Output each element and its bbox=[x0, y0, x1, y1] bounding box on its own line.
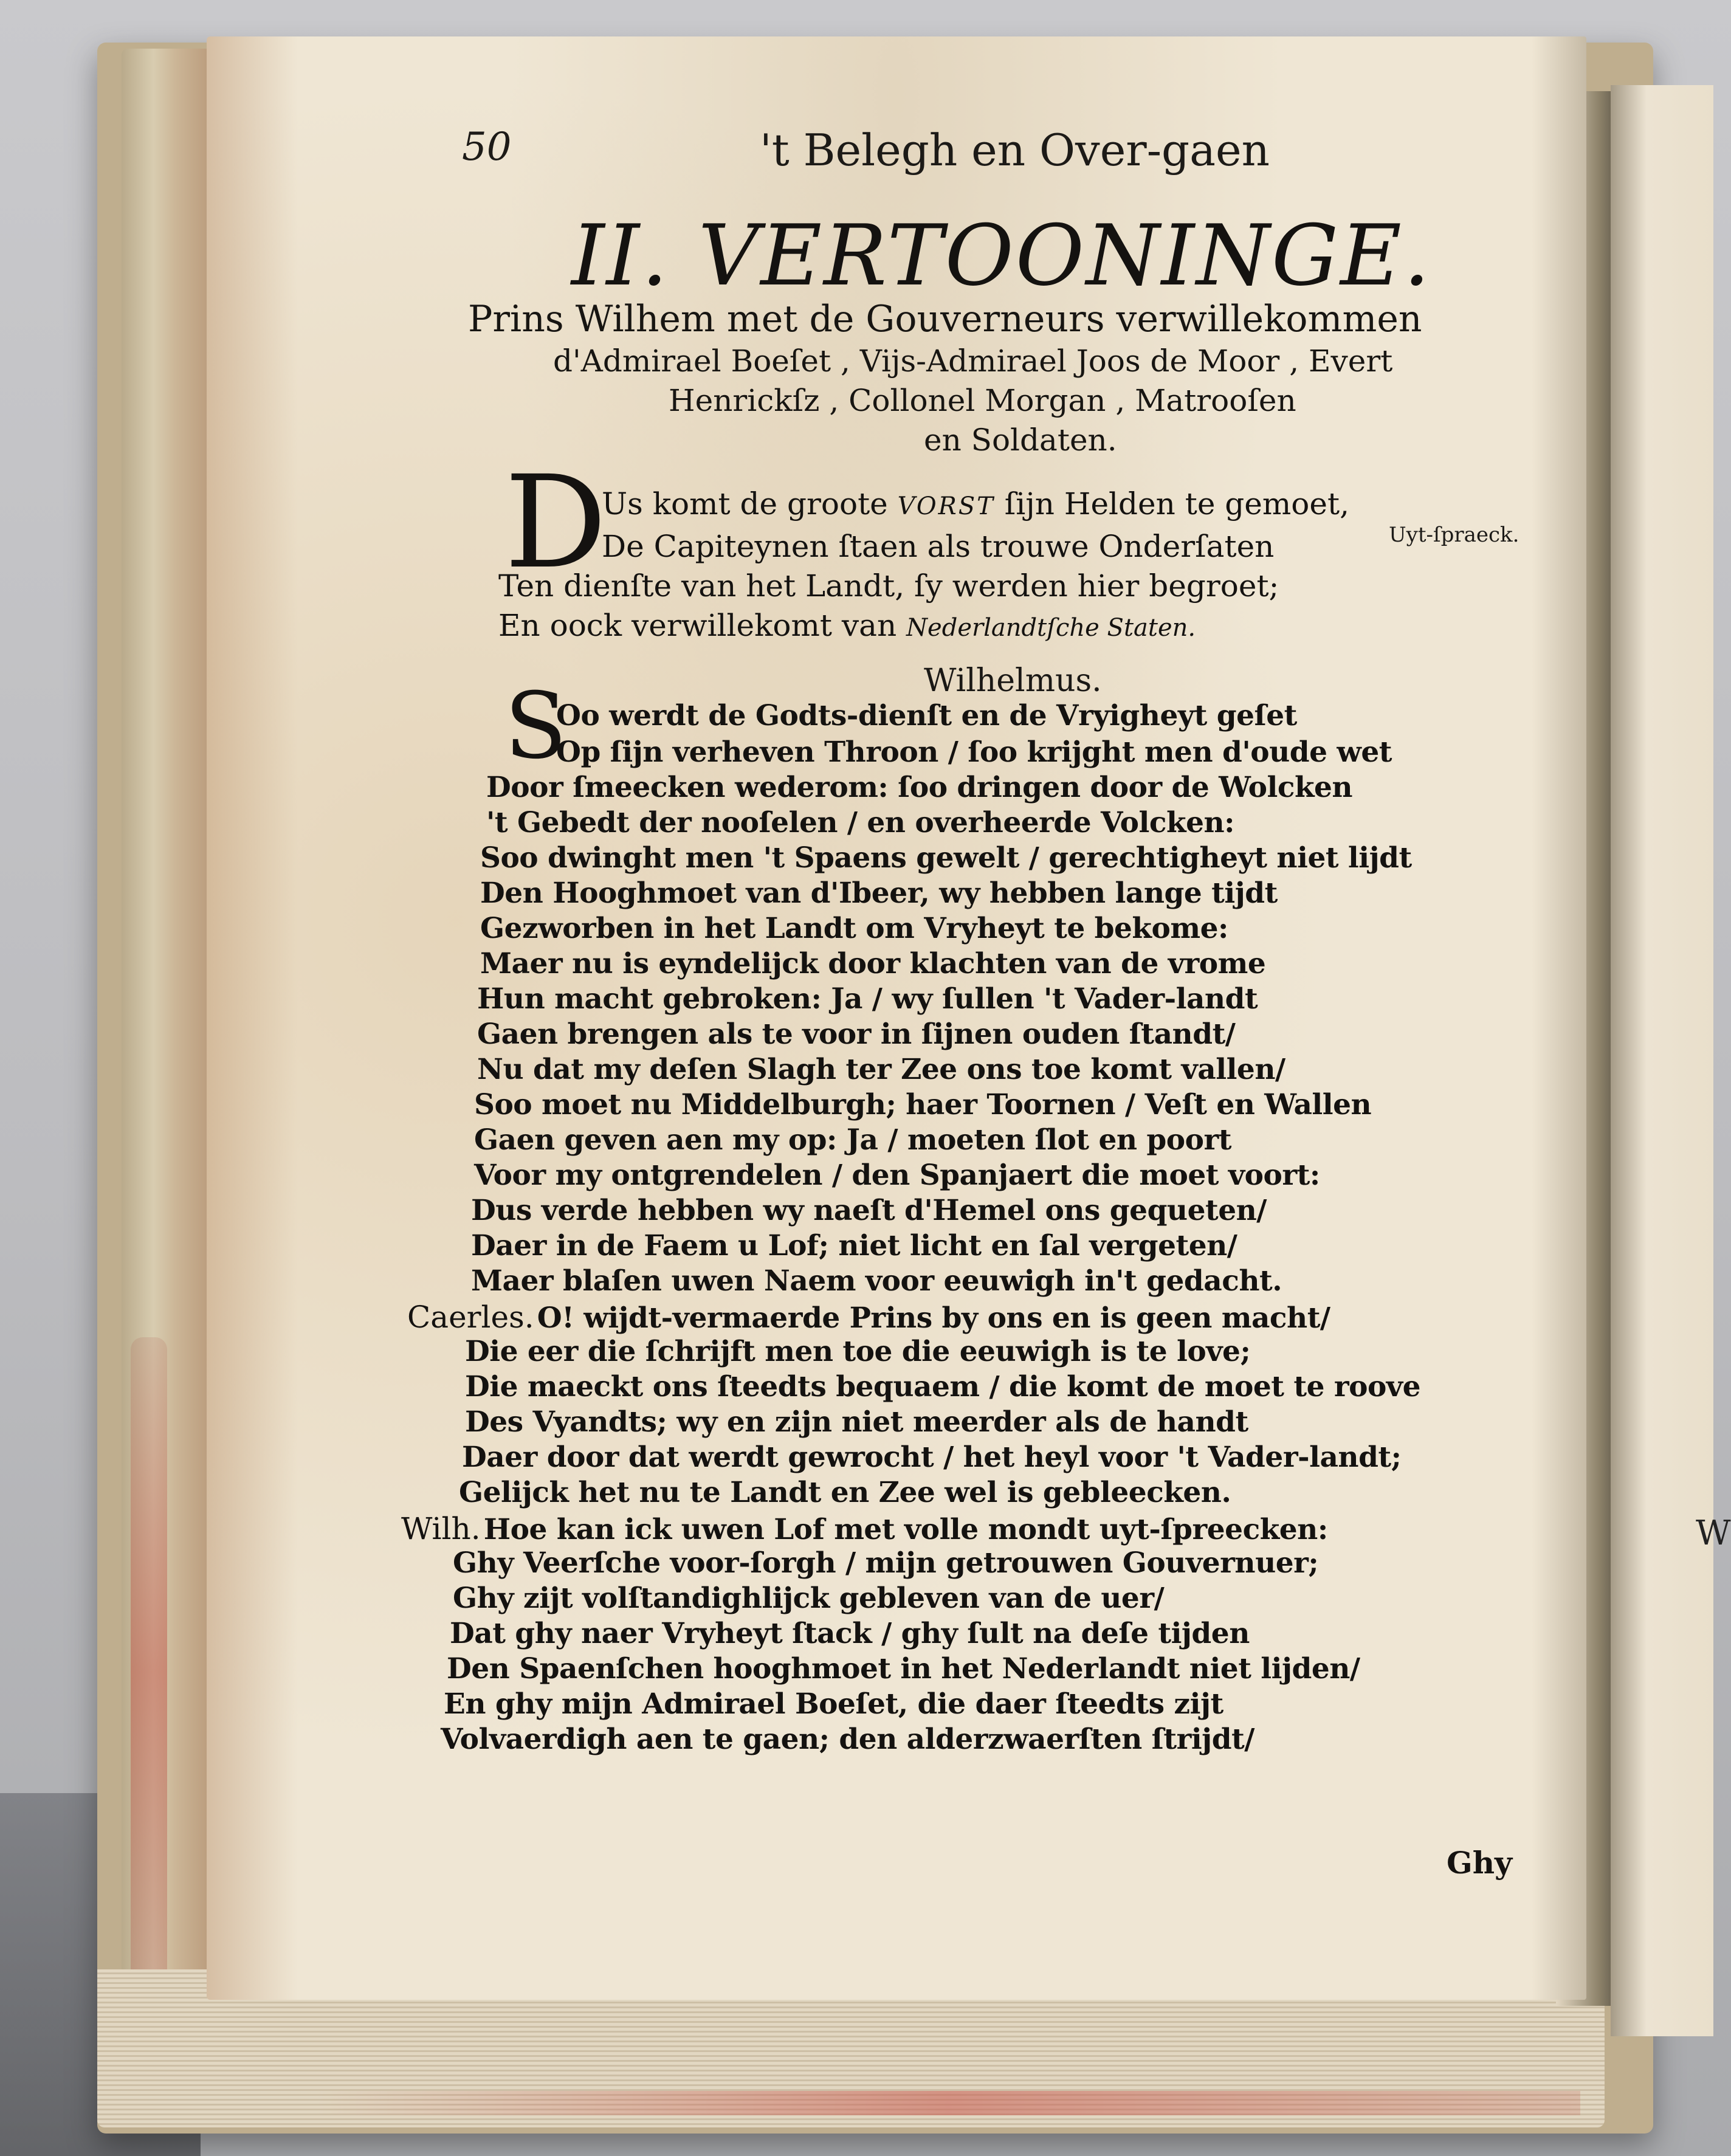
verse-line: Den Hooghmoet van d'Ibeer, wy hebben lange tijdt bbox=[480, 877, 1278, 910]
intro-line-3: Ten dienſte van het Landt, ſy werden hier begroet; bbox=[498, 568, 1279, 604]
verse-line: O! wijdt-vermaerde Prins by ons en is geen macht/ bbox=[537, 1301, 1330, 1335]
act-title: II. VERTOONINGE. bbox=[571, 207, 1432, 305]
verse-line: Die maeckt ons ſteedts bequaem / die komt de moet te roove bbox=[465, 1370, 1421, 1403]
catchword: Ghy bbox=[1447, 1845, 1513, 1881]
verse-line: Volvaerdigh aen te gaen; den alderzwaerſten ſtrijdt/ bbox=[441, 1723, 1254, 1756]
intro-line-2: De Capiteynen ſtaen als trouwe Onderſaten bbox=[602, 529, 1275, 564]
verse-line: En ghy mijn Admirael Boeſet, die daer ſteedts zijt bbox=[444, 1687, 1223, 1721]
verse-line: Des Vyandts; wy en zijn niet meerder als de handt bbox=[465, 1405, 1248, 1439]
verse-line: Den Spaenſchen hooghmoet in het Nederlandt niet lijden/ bbox=[447, 1652, 1360, 1686]
spine-stain bbox=[131, 1337, 167, 2006]
verse-line: Dat ghy naer Vryheyt ſtack / ghy ſult na deſe tijden bbox=[450, 1617, 1250, 1650]
margin-note: Uyt-ſpraeck. bbox=[1389, 523, 1519, 547]
section-head: Wilhelmus. bbox=[924, 663, 1102, 699]
page-number: 50 bbox=[462, 125, 512, 170]
verse-line: Door ſmeecken wederom: ſoo dringen door de Wolcken bbox=[486, 771, 1353, 804]
verse-line: Gelijck het nu te Landt en Zee wel is gebleecken. bbox=[459, 1476, 1231, 1509]
intro-line-4 bbox=[498, 608, 1196, 643]
verse-line: Soo dwinght men 't Spaens gewelt / gerechtigheyt niet lijdt bbox=[480, 841, 1412, 875]
verse-line: Op ſijn verheven Throon / ſoo krijght men d'oude wet bbox=[556, 735, 1392, 769]
verse-line: Hun macht gebroken: Ja / wy ſullen 't Vader-landt bbox=[477, 982, 1258, 1016]
verse-dropcap: S bbox=[504, 673, 567, 779]
right-page bbox=[1611, 85, 1713, 2036]
intro-line-1-vorst: VORST bbox=[897, 492, 995, 520]
verse-line: Ghy zijt volſtandighlijck gebleven van de uer/ bbox=[453, 1582, 1165, 1615]
verse-line: Voor my ontgrendelen / den Spanjaert die moet voort: bbox=[474, 1159, 1320, 1192]
intro-line-4-lead: En oock verwillekomt van bbox=[498, 608, 907, 643]
subtitle-line-2: d'Admirael Boeſet , Vijs-Admirael Joos de Moor , Evert bbox=[553, 343, 1393, 379]
subtitle-line-1: Prins Wilhem met de Gouverneurs verwillekommen bbox=[468, 298, 1422, 340]
verse-line: Dus verde hebben wy naeſt d'Hemel ons gequeten/ bbox=[471, 1194, 1267, 1227]
intro-line-4-italic: Nederlandtſche Staten. bbox=[906, 614, 1196, 642]
verse-line: Hoe kan ick uwen Lof met volle mondt uyt-ſpreecken: bbox=[483, 1513, 1328, 1546]
intro-line-1-lead: Us komt de groote bbox=[602, 486, 898, 522]
subtitle-line-3: Henrickſz , Collonel Morgan , Matrooſen bbox=[669, 383, 1296, 418]
verse-line: Oo werdt de Godts-dienſt en de Vryigheyt geſet bbox=[556, 699, 1297, 732]
intro-line-1 bbox=[602, 486, 1349, 522]
intro-line-1-tail: ſijn Helden te gemoet, bbox=[994, 486, 1349, 522]
verse-line: Maer blaſen uwen Naem voor eeuwigh in't gedacht. bbox=[471, 1264, 1282, 1298]
running-head: 't Belegh en Over-gaen bbox=[760, 125, 1270, 176]
verse-line: Daer in de Faem u Lof; niet licht en ſal vergeten/ bbox=[471, 1229, 1237, 1262]
verse-line: 't Gebedt der nooſelen / en overheerde Volcken: bbox=[486, 806, 1234, 839]
verse-line: Gaen geven aen my op: Ja / moeten ſlot en poort bbox=[474, 1123, 1231, 1157]
right-page-glyph: W bbox=[1696, 1514, 1731, 1553]
verse-line: Gaen brengen als te voor in ſijnen ouden ſtandt/ bbox=[477, 1018, 1236, 1051]
intro-dropcap: D bbox=[504, 448, 607, 597]
verse-line: Ghy Veerſche voor-ſorgh / mijn getrouwen Gouvernuer; bbox=[453, 1546, 1319, 1580]
wilh-speech-first bbox=[401, 1511, 1328, 1546]
speaker-caerles: Caerles. bbox=[407, 1300, 534, 1335]
verse-line: Daer door dat werdt gewrocht / het heyl voor 't Vader-landt; bbox=[462, 1441, 1402, 1474]
speaker-wilh: Wilh. bbox=[401, 1511, 481, 1546]
verse-line: Die eer die ſchrijft men toe die eeuwigh is te love; bbox=[465, 1335, 1251, 1368]
verse-line: Gezworben in het Landt om Vryheyt te bekome: bbox=[480, 912, 1228, 945]
verse-line: Maer nu is eyndelijck door klachten van de vrome bbox=[480, 947, 1266, 980]
verse-line: Soo moet nu Middelburgh; haer Toornen / Veſt en Wallen bbox=[474, 1088, 1372, 1121]
subtitle-line-4: en Soldaten. bbox=[924, 422, 1117, 458]
verse-line: Nu dat my deſen Slagh ter Zee ons toe komt vallen/ bbox=[477, 1053, 1285, 1086]
caerles-speech-first bbox=[407, 1300, 1330, 1335]
page-edges-red-tint bbox=[316, 2091, 1580, 2115]
